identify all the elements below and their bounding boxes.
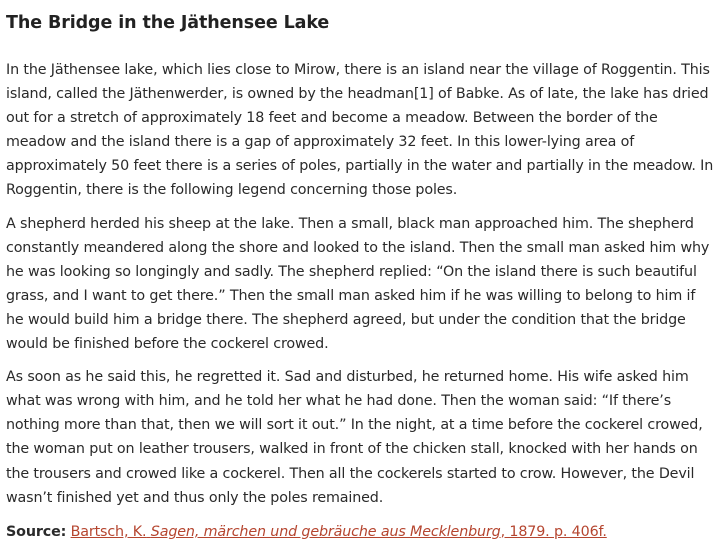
source-link-author: Bartsch, K. xyxy=(70,523,147,540)
source-citation xyxy=(6,520,717,544)
paragraph-2: A shepherd herded his sheep at the lake. Then a small, black man approached him. The shepherd constantly meandered along the shore and looked to the island. Then the small man asked him why he was looking so longingly and sadly. The shepherd replied: “On the island there is such beautiful grass, and I want to get there.” Then the small man asked him if he was willing to belong to him if he would build him a bridge there. The shepherd agreed, but under the condition that the bridge would be finished before the cockerel crowed. xyxy=(6,215,710,353)
page-title: The Bridge in the Jäthensee Lake xyxy=(6,13,330,33)
source-label: Source: xyxy=(6,523,67,540)
source-link-title: Sagen, märchen und gebräuche aus Mecklenburg xyxy=(150,523,501,540)
paragraph-3: As soon as he said this, he regretted it. Sad and disturbed, he returned home. His wife asked him what was wrong with him, and he told her what he had done. Then the woman said: “If there’s nothing more than that, then we will sort it out.” In the night, at a time before the cockerel crowed, the woman put on leather trousers, walked in front of the chicken stall, knocked with her hands on the trousers and crowed like a cockerel. Then all the cockerels started to crow. However, the Devil wasn’t finished yet and thus only the poles remained. xyxy=(6,369,703,506)
paragraph-1: In the Jäthensee lake, which lies close to Mirow, there is an island near the village of Roggentin. This island, called the Jäthenwerder, is owned by the headman[1] of Babke. As of late, the lake has dried out for a stretch of approximately 18 feet and become a meadow. Between the border of the meadow and the island there is a gap of approximately 32 feet. In this lower-lying area of approximately 50 feet there is a series of poles, partially in the water and partially in the meadow. In Roggentin, there is the following legend concerning those poles. xyxy=(6,62,714,199)
source-link-suffix: , 1879. p. 406f. xyxy=(500,523,607,540)
source-link[interactable] xyxy=(71,524,607,540)
